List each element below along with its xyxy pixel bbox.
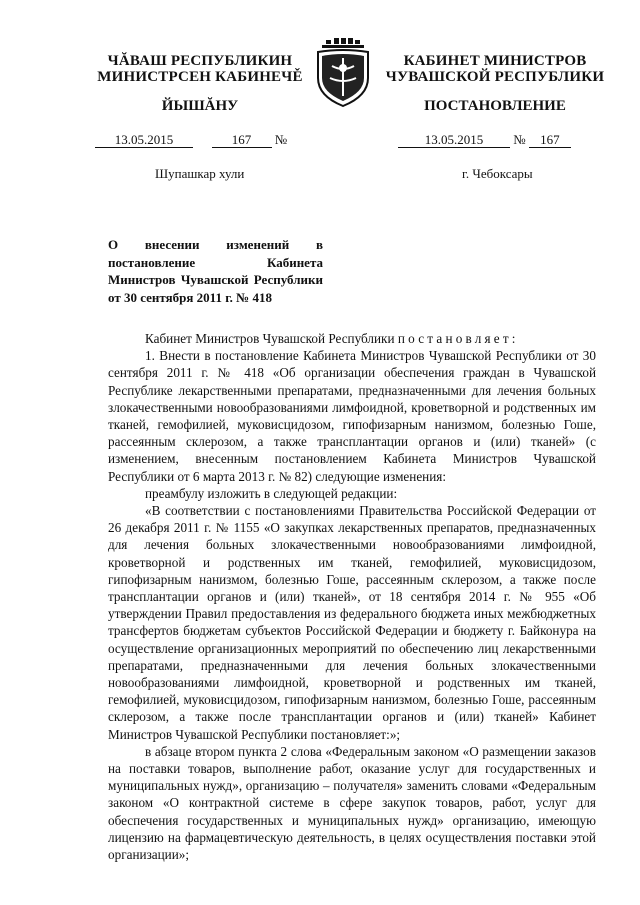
intro-prefix: Кабинет Министров Чувашской Республики (145, 331, 398, 346)
paragraph-1: 1. Внести в постановление Кабинета Министров Чувашской Республики от 30 сентября 2011 г. № 418 «Об организации обеспечения граждан в Чувашской Республике лекарственными препаратами, предназначенными для лечения больных злокачественными новообразованиями лимфоидной, кроветворной и родственных им тканей, гемофилией, муковисцидозом, гипофизарным нанизмом, болезнью Гоше, рассеянным склерозом, а также трансплантации органов и (или) тканей» (с изменением, внесенным постановлением Кабинета Министров Чувашской Республики от 6 марта 2013 г. № 82) следующие изменения: (108, 348, 596, 484)
header-left-line1: ЧĂВАШ РЕСПУБЛИКИН (107, 53, 293, 69)
place-right: г. Чебоксары (462, 166, 533, 181)
number-right: 167 (529, 132, 571, 148)
header-right-line2: ЧУВАШСКОЙ РЕСПУБЛИКИ (385, 69, 605, 85)
number-left: 167 (212, 132, 272, 148)
date-right: 13.05.2015 (398, 132, 510, 148)
header-right-line1: КАБИНЕТ МИНИСТРОВ (403, 53, 587, 69)
paragraph-4: в абзаце втором пункта 2 слова «Федеральным законом «О размещении заказов на поставки товаров, выполнение работ, оказание услуг для государственных и муниципальных нужд», организацию – получателя» заменить словами «Федеральным законом «О контрактной системе в сфере закупок товаров, работ, услуг для обеспечения государственных и муниципальных нужд» организацию, имеющую лицензию на фармацевтическую деятельность, в целях осуществления поставки этой организации»; (108, 743, 596, 863)
intro-paragraph (108, 330, 596, 347)
date-number-right (398, 132, 571, 148)
paragraph-2: преамбулу изложить в следующей редакции: (145, 485, 398, 501)
doc-type-right: ПОСТАНОВЛЕНИЕ (424, 98, 566, 114)
emblem-icon (312, 38, 374, 108)
header-right (380, 53, 610, 85)
place-left: Шупашкар хули (155, 166, 245, 181)
no-sign-right: № (513, 132, 526, 147)
paragraph-3: «В соответствии с постановлениями Правительства Российской Федерации от 26 декабря 2011 г. № 1155 «О закупках лекарственных препаратов, предназначенных для лечения больных злокачественными новообразованиями лимфоидной, кроветворной и родственных им тканей, гемофилией, муковисцидозом, гипофизарным нанизмом, болезнью Гоше, рассеянным склерозом, а также после трансплантации органов и (или) тканей», от 18 сентября 2014 г. № 955 «Об утверждении Правил предоставления из федерального бюджета иных межбюджетных трансфертов бюджетам субъектов Российской Федерации и бюджету г. Байконура на осуществление организационных мероприятий по обеспечению лиц лекарственными препаратами, предназначенными для лечения больных злокачественными новообразованиями лимфоидной, кроветворной и родственных им тканей, гемофилией, муковисцидозом, гипофизарным нанизмом, болезнью Гоше, рассеянным склерозом, а также после трансплантации органов и (или) тканей» Кабинет Министров Чувашской Республики постановляет:»; (108, 503, 596, 742)
doc-type-left: ЙЫШĂНУ (161, 98, 239, 114)
no-sign-left: № (274, 132, 288, 147)
date-number-left (95, 132, 287, 148)
document-title: О внесении изменений в постановление Кабинета Министров Чувашской Республики от 30 сентября 2011 г. № 418 (108, 237, 323, 305)
header-left (95, 53, 305, 85)
date-left: 13.05.2015 (95, 132, 193, 148)
intro-spaced: постановляет: (397, 331, 519, 346)
document-body (108, 330, 596, 863)
header-left-line2: МИНИСТРСЕН КАБИНЕЧĚ (97, 69, 303, 85)
